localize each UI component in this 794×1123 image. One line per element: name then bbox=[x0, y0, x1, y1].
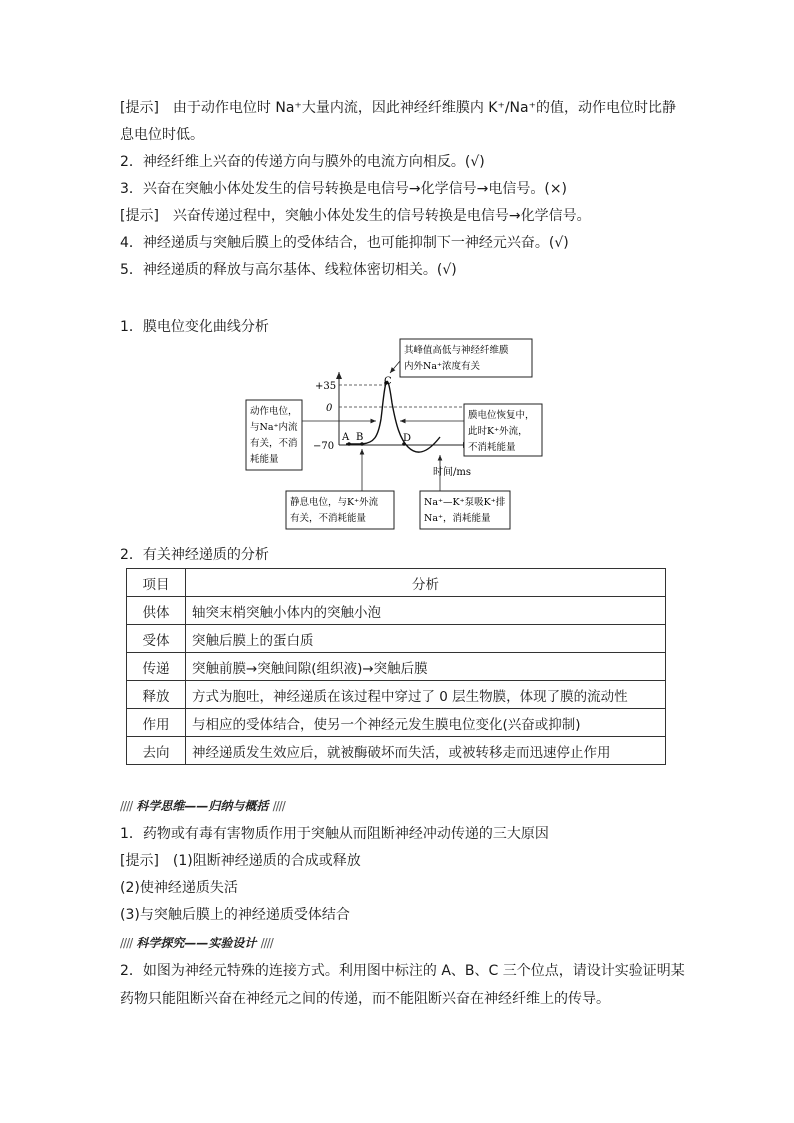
inquiry-line-1: 2．如图为神经元特殊的连接方式。利用图中标注的 A、B、C 三个位点，请设计实验证明某 bbox=[120, 963, 685, 979]
thinking-question: 1．药物或有毒有害物质作用于突触从而阻断神经冲动传递的三大原因 bbox=[120, 826, 549, 842]
table-cell-item: 供体 bbox=[127, 597, 186, 625]
table-header-row bbox=[127, 569, 666, 597]
left-box-line3: 有关，不消 bbox=[250, 438, 298, 449]
section2-title: 2．有关神经递质的分析 bbox=[120, 547, 269, 563]
thinking-hint-2: (2)使神经递质失活 bbox=[120, 880, 238, 896]
table-row bbox=[127, 653, 666, 681]
table-cell-item: 去向 bbox=[127, 737, 186, 765]
table-row bbox=[127, 625, 666, 653]
hint-line-1-cont: 息电位时低。 bbox=[120, 127, 204, 143]
thinking-heading-text: 科学思维——归纳与概括 bbox=[136, 799, 269, 813]
right-box-line3: 不消耗能量 bbox=[468, 442, 516, 453]
bottom-right-box-line1: Na⁺—K⁺泵吸K⁺排 bbox=[424, 497, 506, 508]
table-cell-item: 释放 bbox=[127, 681, 186, 709]
thinking-hint-3: (3)与突触后膜上的神经递质受体结合 bbox=[120, 907, 350, 923]
membrane-potential-diagram bbox=[240, 337, 570, 533]
point-d-label: D bbox=[403, 433, 412, 444]
point-a-label: A bbox=[342, 432, 350, 443]
bottom-left-box-line2: 有关，不消耗能量 bbox=[290, 513, 367, 524]
statement-2: 2．神经纤维上兴奋的传递方向与膜外的电流方向相反。(√) bbox=[120, 154, 485, 170]
hatch-decoration-right: //// bbox=[260, 936, 273, 950]
right-box-line2: 此时K⁺外流， bbox=[468, 426, 528, 437]
thinking-hint-1: [提示] (1)阻断神经递质的合成或释放 bbox=[120, 853, 361, 869]
bottom-right-box-line2: Na⁺，消耗能量 bbox=[424, 513, 491, 524]
hatch-decoration-right: //// bbox=[272, 799, 285, 813]
inquiry-line-2: 药物只能阻断兴奋在神经元之间的传递，而不能阻断兴奋在神经纤维上的传导。 bbox=[120, 991, 610, 1007]
y-label-zero: 0 bbox=[326, 403, 333, 414]
table-cell-item: 传递 bbox=[127, 653, 186, 681]
y-label-plus35: +35 bbox=[315, 381, 337, 392]
statement-5: 5．神经递质的释放与高尔基体、线粒体密切相关。(√) bbox=[120, 262, 457, 278]
table-header-analysis: 分析 bbox=[186, 569, 666, 597]
statement-4: 4．神经递质与突触后膜上的受体结合，也可能抑制下一神经元兴奋。(√) bbox=[120, 235, 569, 251]
right-box-line1: 膜电位恢复中， bbox=[468, 410, 535, 421]
hint-line-2: [提示] 兴奋传递过程中，突触小体处发生的信号转换是电信号→化学信号。 bbox=[120, 208, 591, 224]
x-axis-label: 时间/ms bbox=[433, 467, 471, 478]
table-cell-item: 受体 bbox=[127, 625, 186, 653]
y-label-minus70: −70 bbox=[313, 441, 335, 452]
thinking-heading bbox=[120, 797, 285, 814]
table-cell-analysis: 突触前膜→突触间隙(组织液)→突触后膜 bbox=[186, 653, 666, 681]
table-cell-analysis: 突触后膜上的蛋白质 bbox=[186, 625, 666, 653]
table-row bbox=[127, 737, 666, 765]
hint-line-1: [提示] 由于动作电位时 Na⁺大量内流，因此神经纤维膜内 K⁺/Na⁺的值，动作电位时比静 bbox=[120, 100, 676, 116]
table-cell-item: 作用 bbox=[127, 709, 186, 737]
bottom-left-box-line1: 静息电位，与K⁺外流 bbox=[290, 497, 379, 508]
table-row bbox=[127, 681, 666, 709]
point-c-label: C bbox=[384, 376, 392, 387]
inquiry-heading-text: 科学探究——实验设计 bbox=[136, 936, 257, 950]
table-cell-analysis: 神经递质发生效应后，就被酶破坏而失活，或被转移走而迅速停止作用 bbox=[186, 737, 666, 765]
left-box-line2: 与Na⁺内流 bbox=[250, 422, 298, 433]
hatch-decoration-left: //// bbox=[120, 936, 133, 950]
table-row bbox=[127, 709, 666, 737]
table-cell-analysis: 与相应的受体结合，使另一个神经元发生膜电位变化(兴奋或抑制) bbox=[186, 709, 666, 737]
statement-3: 3．兴奋在突触小体处发生的信号转换是电信号→化学信号→电信号。(×) bbox=[120, 181, 568, 197]
top-box-line1: 其峰值高低与神经纤维膜 bbox=[404, 345, 509, 356]
section1-title: 1．膜电位变化曲线分析 bbox=[120, 319, 269, 335]
table-row bbox=[127, 597, 666, 625]
table-cell-analysis: 方式为胞吐，神经递质在该过程中穿过了 0 层生物膜，体现了膜的流动性 bbox=[186, 681, 666, 709]
left-box-line4: 耗能量 bbox=[250, 454, 279, 465]
point-b-label: B bbox=[356, 432, 364, 443]
table-cell-analysis: 轴突末梢突触小体内的突触小泡 bbox=[186, 597, 666, 625]
left-box-line1: 动作电位， bbox=[250, 406, 298, 417]
table-header-item: 项目 bbox=[127, 569, 186, 597]
top-box-line2: 内外Na⁺浓度有关 bbox=[404, 361, 480, 372]
inquiry-heading bbox=[120, 934, 273, 951]
hatch-decoration-left: //// bbox=[120, 799, 133, 813]
neurotransmitter-table bbox=[126, 568, 666, 765]
